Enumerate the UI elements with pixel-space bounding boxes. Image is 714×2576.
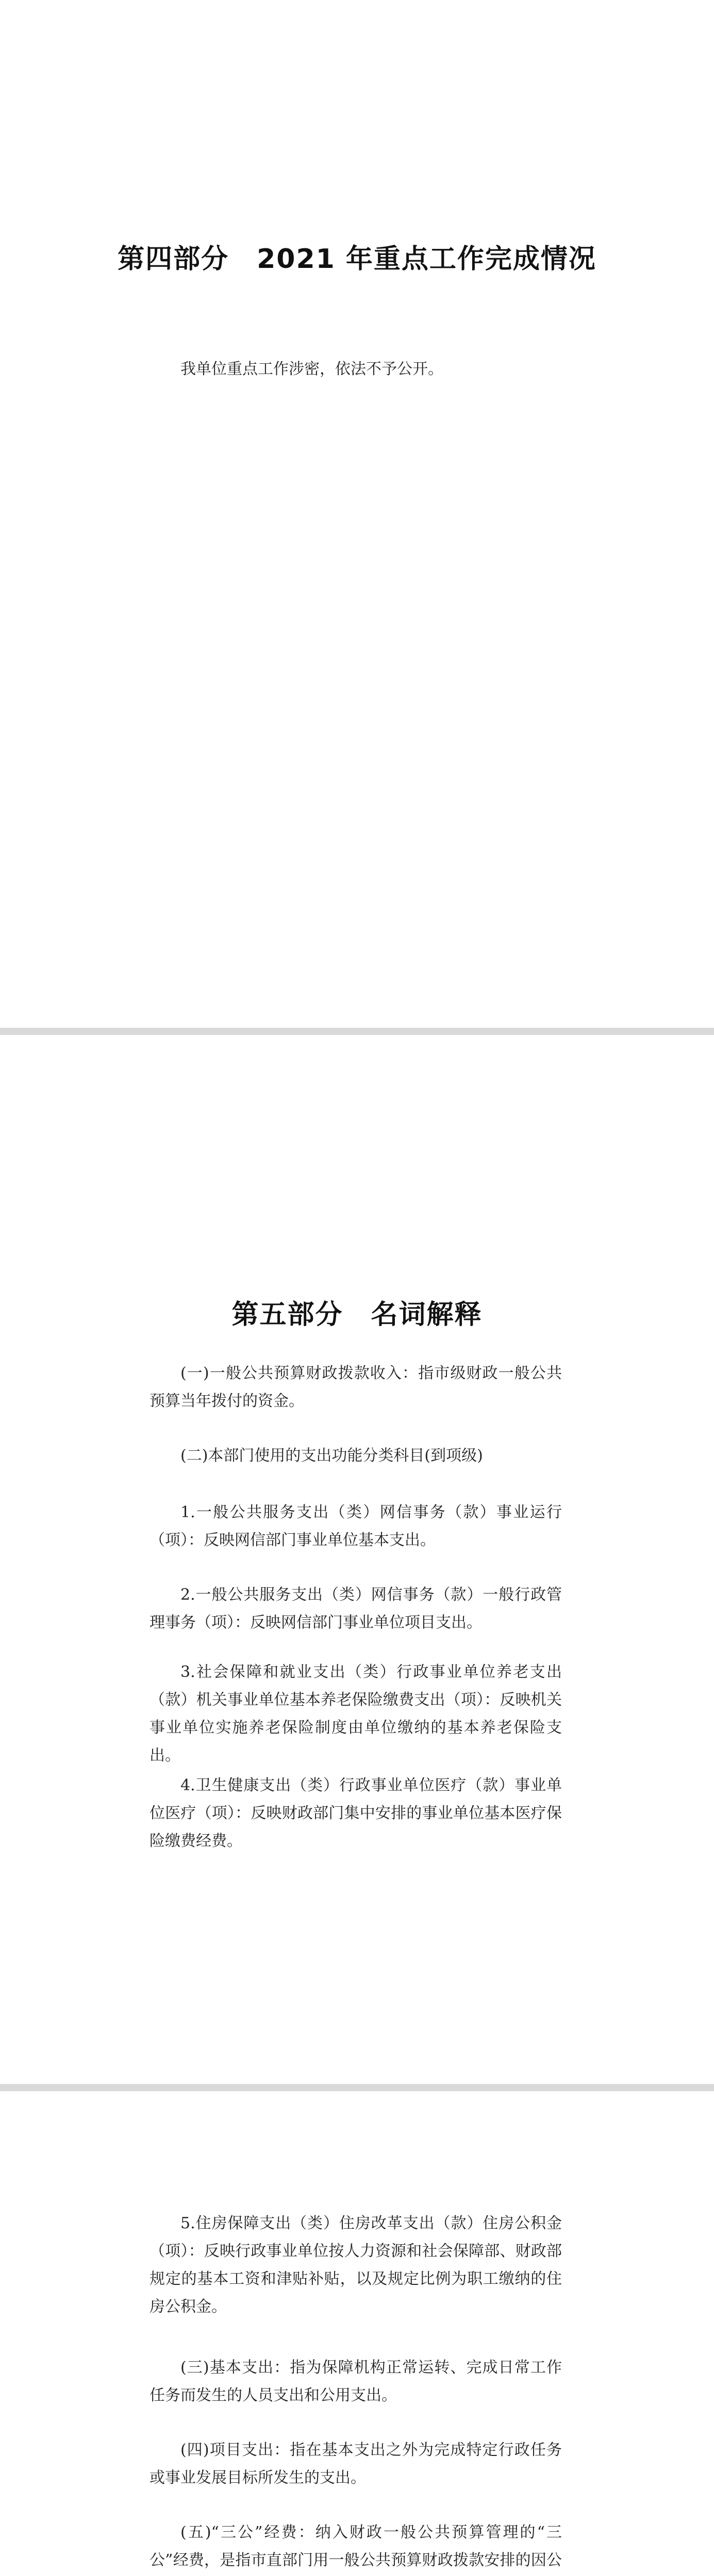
page-separator: [0, 1028, 714, 1035]
part5-paragraph-10: (五)“三公”经费：纳入财政一般公共预算管理的“三公”经费，是指市直部门用一般公共预算财政拨款安排的因公: [150, 2523, 562, 2569]
page-separator: [0, 2084, 714, 2091]
page-part5-cont: [0, 2091, 714, 2576]
page-part5: [0, 1035, 714, 2084]
part4-text: 我单位重点工作涉密，依法不予公开。: [180, 360, 443, 378]
part5-paragraph-7: 5.住房保障支出（类）住房改革支出（款）住房公积金（项）：反映行政事业单位按人力资源和社会保障部、财政部规定的基本工资和津贴补贴，以及规定比例为职工缴纳的住房公积金。: [150, 2214, 562, 2316]
part5-paragraph-5: 3.社会保障和就业支出（类）行政事业单位养老支出（款）机关事业单位基本养老保险缴费支出（项）：反映机关事业单位实施养老保险制度由单位缴纳的基本养老保险支出。: [150, 1663, 562, 1765]
part5-paragraph-6: 4.卫生健康支出（类）行政事业单位医疗（款）事业单位医疗（项）：反映财政部门集中安排的事业单位基本医疗保险缴费经费。: [150, 1776, 562, 1850]
page-part4: [0, 0, 714, 1028]
part5-paragraph-2: (二)本部门使用的支出功能分类科目(到项级): [180, 1447, 483, 1465]
part5-heading: 第五部分 名词解释: [231, 1299, 483, 1330]
part5-paragraph-8: (三)基本支出：指为保障机构正常运转、完成日常工作任务而发生的人员支出和公用支出。: [150, 2359, 562, 2404]
part5-paragraph-3: 1.一般公共服务支出（类）网信事务（款）事业运行（项）：反映网信部门事业单位基本支出。: [150, 1503, 562, 1549]
part4-heading: 第四部分 2021 年重点工作完成情况: [118, 244, 596, 275]
part5-paragraph-9: (四)项目支出：指在基本支出之外为完成特定行政任务或事业发展目标所发生的支出。: [150, 2441, 562, 2487]
part5-paragraph-1: (一)一般公共预算财政拨款收入：指市级财政一般公共预算当年拨付的资金。: [150, 1364, 562, 1410]
part5-paragraph-4: 2.一般公共服务支出（类）网信事务（款）一般行政管理事务（项）：反映网信部门事业单位项目支出。: [150, 1586, 562, 1632]
